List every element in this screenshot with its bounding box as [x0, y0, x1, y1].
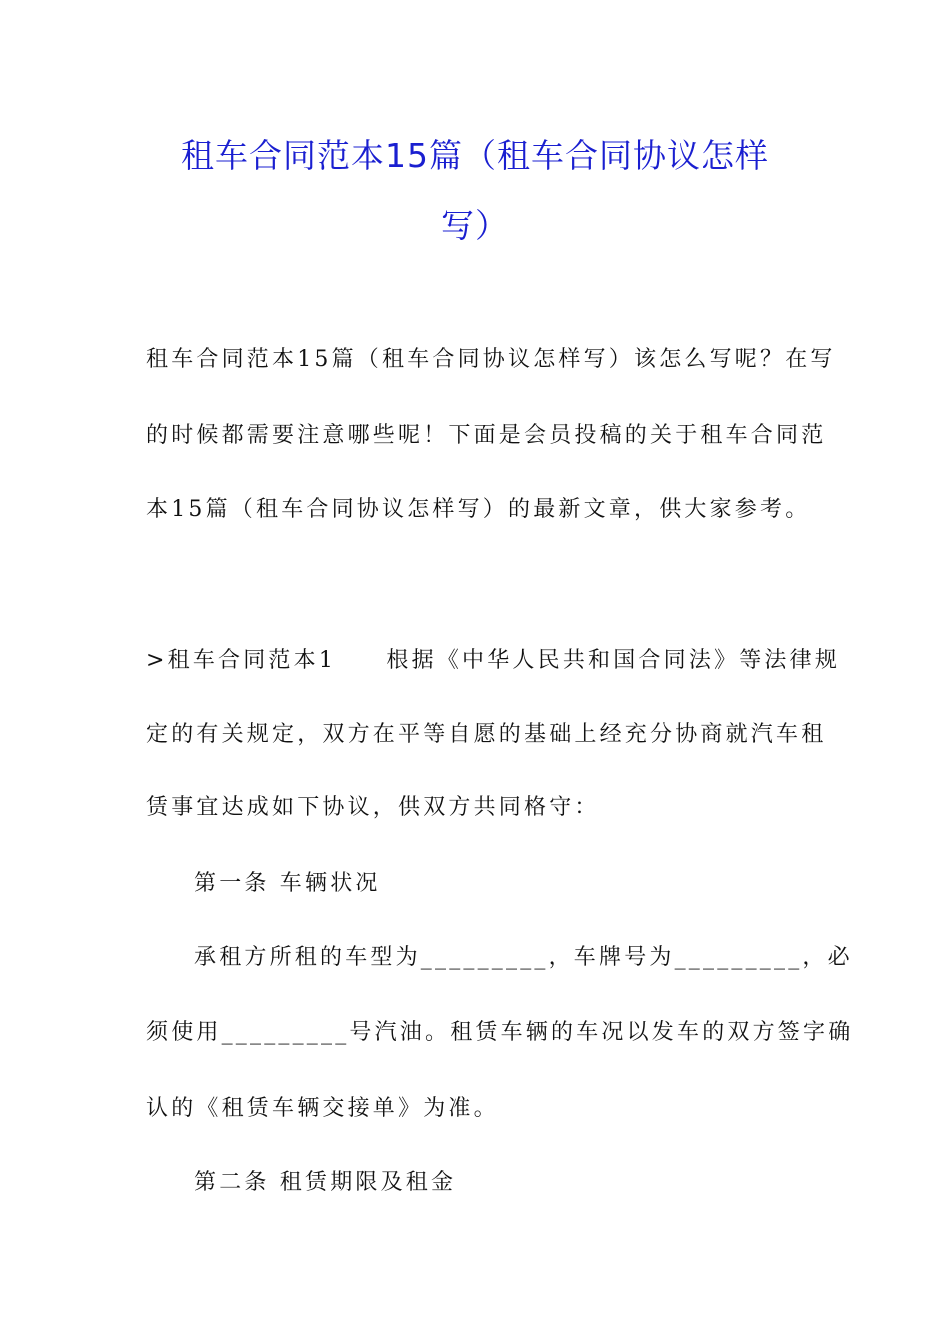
article-1-line-3: 认的《租赁车辆交接单》为准。 [146, 1096, 499, 1121]
body-line-3: 赁事宜达成如下协议，供双方共同格守： [146, 795, 600, 820]
body-line-2: 定的有关规定，双方在平等自愿的基础上经充分协商就汽车租 [146, 722, 827, 747]
intro-line-1: 租车合同范本15篇（租车合同协议怎样写）该怎么写呢？在写 [146, 347, 836, 372]
intro-line-3: 本15篇（租车合同协议怎样写）的最新文章，供大家参考。 [146, 497, 811, 522]
document-title-line-2: 写） [441, 206, 509, 245]
article-2-heading: 第二条 租赁期限及租金 [194, 1170, 457, 1195]
document-title-line-1: 租车合同范本15篇（租车合同协议怎样 [181, 136, 769, 175]
article-1-line-2: 须使用_________号汽油。租赁车辆的车况以发车的双方签字确 [146, 1020, 854, 1045]
contract-1-heading-line: >租车合同范本1 根据《中华人民共和国合同法》等法律规 [146, 648, 841, 673]
article-1-line-1: 承租方所租的车型为_________，车牌号为_________，必 [194, 945, 853, 970]
intro-line-2: 的时候都需要注意哪些呢！下面是会员投稿的关于租车合同范 [146, 423, 827, 448]
article-1-heading: 第一条 车辆状况 [194, 871, 381, 896]
